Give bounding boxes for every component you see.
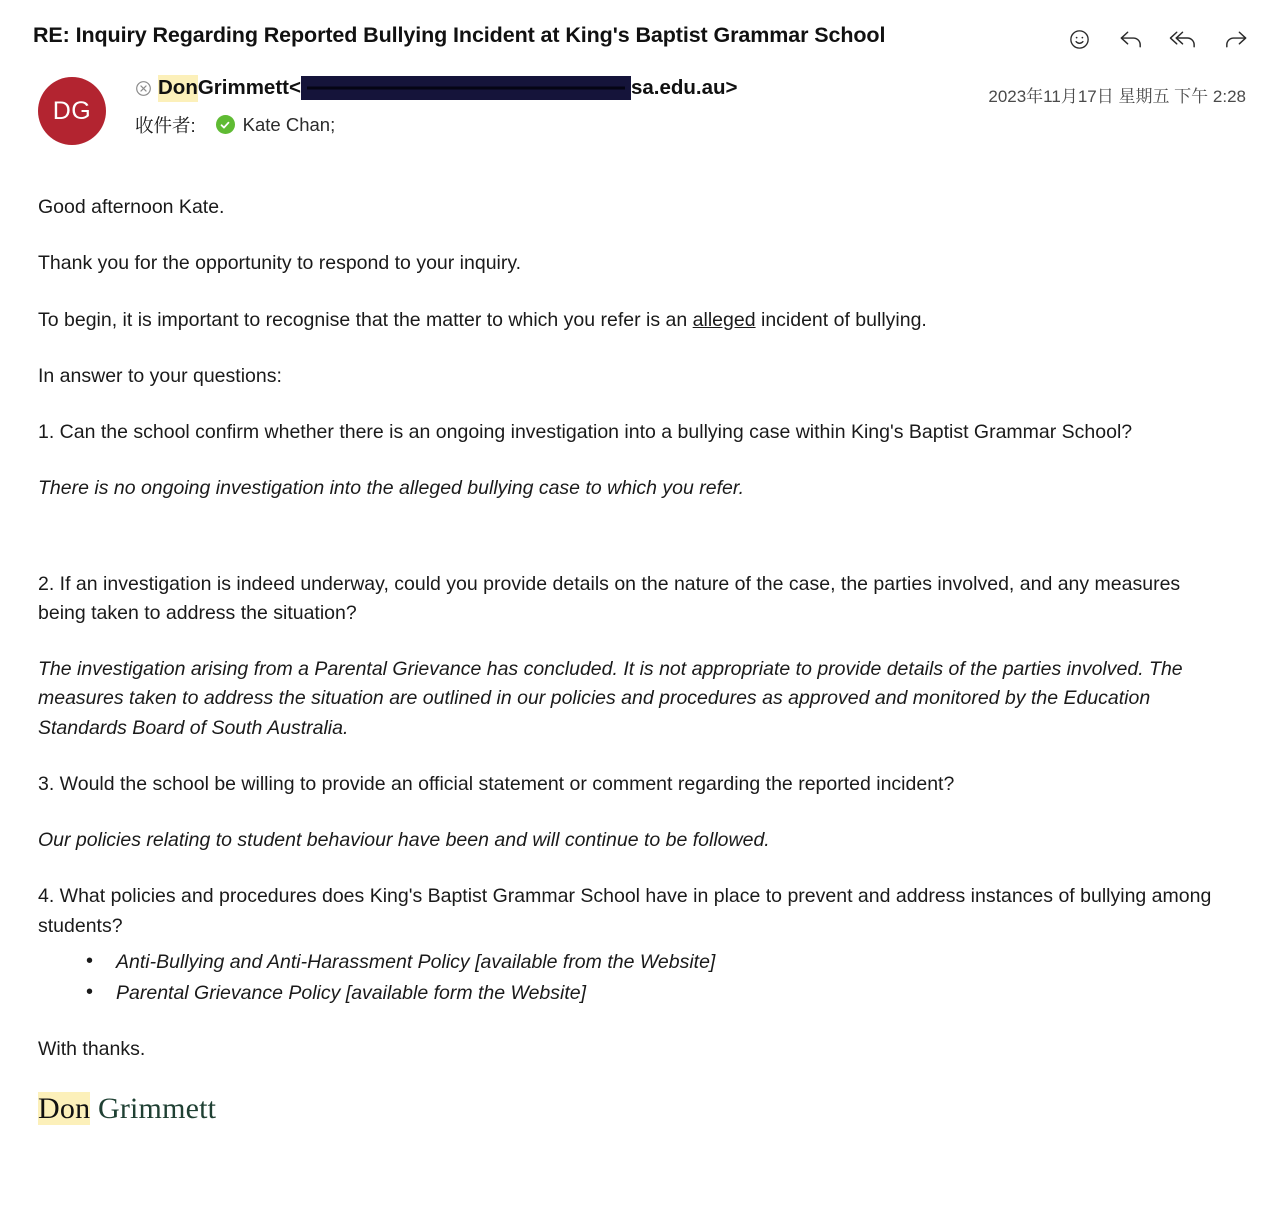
blocked-sender-icon[interactable] [135,80,152,97]
sender-first-name[interactable]: Don [158,75,198,102]
answer-2: The investigation arising from a Parental Grievance has concluded. It is not appropriate to provide details of the parties involved. The measures taken to address the situation are outlined in our policies and procedures as approved and monitored by the Education Standards Board of South Australia. [38,658,1183,739]
preamble-text-after: incident of bullying. [755,308,927,331]
question-2: 2. If an investigation is indeed underway, could you provide details on the nature of the case, the parties involved, and any measures being taken to address the situation? [38,572,1181,624]
closing-paragraph: With thanks. [38,1038,146,1061]
sender-last-name[interactable]: Grimmett [197,76,289,99]
page-title: RE: Inquiry Regarding Reported Bullying Incident at King's Baptist Grammar School [33,23,886,47]
signature-last-name: Grimmett [90,1091,217,1125]
preamble-paragraph [38,306,1223,335]
list-item: • Parental Grievance Policy [available form the Website] [86,978,1242,1009]
sender-details [106,75,988,138]
answer-3: Our policies relating to student behaviour have been and will continue to be followed. [38,829,770,851]
message-timestamp: 2023年11月17日 星期五 下午 2:28 [988,87,1246,106]
recipient-name[interactable]: Kate Chan; [242,113,336,135]
answers-intro-paragraph: In answer to your questions: [38,364,282,387]
message-sender-block [0,54,1280,145]
sender-address-line [135,75,988,102]
avatar-initials: DG [52,96,92,125]
redacted-email-bar [301,76,631,100]
email-angle-open: < [289,76,301,99]
recipient-label: 收件者: [135,114,196,136]
question-1: 1. Can the school confirm whether there is an ongoing investigation into a bullying case within King's Baptist Grammar School? [38,421,1133,443]
forward-icon[interactable] [1220,24,1250,54]
list-item: • Anti-Bullying and Anti-Harassment Policy [available from the Website] [86,947,1242,978]
signature [38,1092,1242,1126]
signature-first-name: Don [38,1091,91,1125]
reply-all-icon[interactable] [1168,24,1198,54]
answer-1: There is no ongoing investigation into the alleged bullying case to which you refer. [38,477,745,500]
alleged-emphasis: alleged [692,308,756,331]
question-4: 4. What policies and procedures does King's Baptist Grammar School have in place to prevent and address instances of bullying among students? [38,885,1212,937]
email-domain-suffix: sa.edu.au> [630,76,738,99]
question-3: 3. Would the school be willing to provide an official statement or comment regarding the reported incident? [38,772,955,795]
avatar[interactable] [38,77,106,145]
thanks-paragraph: Thank you for the opportunity to respond to your inquiry. [38,252,522,275]
greeting-paragraph: Good afternoon Kate. [38,196,225,218]
email-body [0,145,1280,1126]
email-header [0,0,1280,54]
preamble-text-before: To begin, it is important to recognise that the matter to which you refer is an [38,308,693,331]
reply-icon[interactable] [1116,24,1146,54]
verified-check-icon [216,115,235,134]
header-action-bar [1064,20,1258,54]
recipient-line [135,112,988,138]
policy-list [38,947,1242,1009]
react-emoji-icon[interactable] [1064,24,1094,54]
